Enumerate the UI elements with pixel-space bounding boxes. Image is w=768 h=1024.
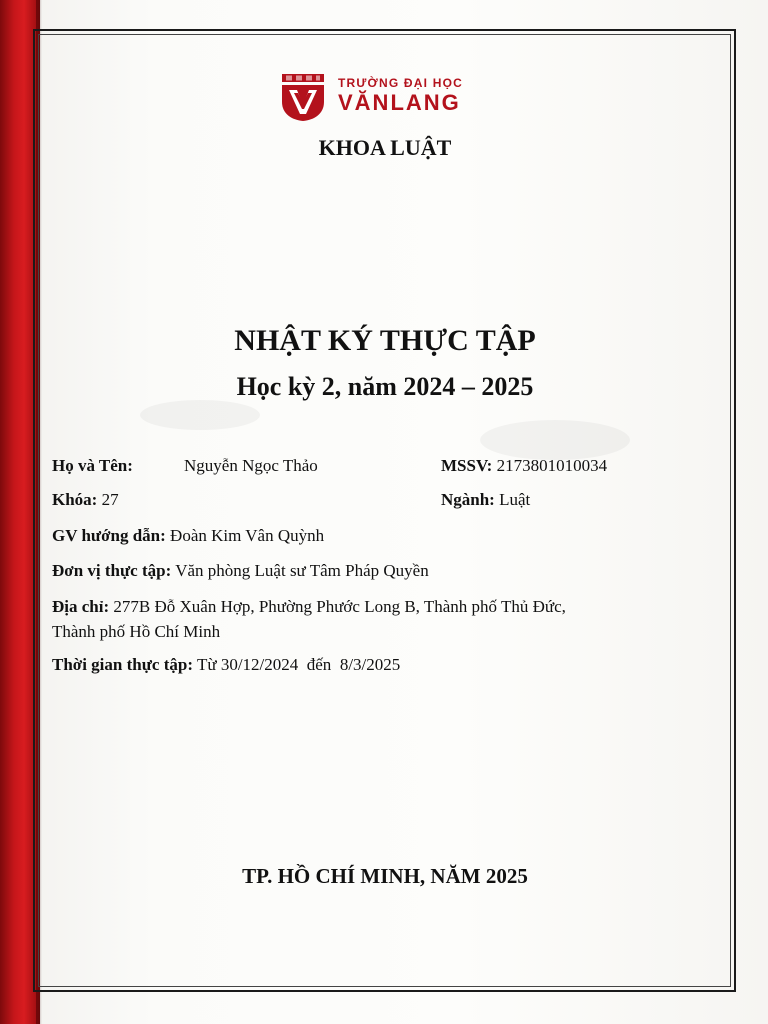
faculty-name: KHOA LUẬT xyxy=(318,135,452,160)
address-value-line2: Thành phố Hồ Chí Minh xyxy=(52,622,221,641)
student-name-label: Họ và Tên: xyxy=(52,456,133,475)
period-from-word: Từ xyxy=(196,655,217,674)
internship-period-row xyxy=(52,655,400,675)
address-row-continued xyxy=(52,622,220,642)
major-row xyxy=(441,490,530,510)
advisor-value: Đoàn Kim Vân Quỳnh xyxy=(170,526,325,545)
cohort-row xyxy=(52,490,119,510)
period-from-date: 30/12/2024 xyxy=(220,655,299,674)
internship-unit-value: Văn phòng Luật sư Tâm Pháp Quyền xyxy=(175,561,429,580)
mssv-label: MSSV: xyxy=(441,456,493,475)
inner-border-frame xyxy=(38,34,731,987)
cohort-label: Khóa: xyxy=(52,490,98,509)
student-name-value-row xyxy=(184,456,318,476)
address-value-line1: 277B Đỗ Xuân Hợp, Phường Phước Long B, Thành phố Thủ Đức, xyxy=(113,597,566,616)
advisor-label: GV hướng dẫn: xyxy=(52,526,166,545)
student-name-value: Nguyễn Ngọc Thảo xyxy=(184,456,318,475)
logo-university-label: TRƯỜNG ĐẠI HỌC xyxy=(338,76,463,90)
document-subtitle: Học kỳ 2, năm 2024 – 2025 xyxy=(236,372,534,401)
period-to-date: 8/3/2025 xyxy=(339,655,401,674)
university-logo xyxy=(280,70,490,124)
student-name-row xyxy=(52,456,133,476)
major-label: Ngành: xyxy=(441,490,495,509)
cohort-value: 27 xyxy=(101,490,119,509)
address-label: Địa chỉ: xyxy=(52,597,110,616)
address-row xyxy=(52,597,566,617)
major-value: Luật xyxy=(499,490,531,509)
period-to-word: đến xyxy=(306,655,332,674)
van-lang-emblem-icon xyxy=(280,72,326,122)
logo-university-name: VĂNLANG xyxy=(338,90,461,115)
place-and-year: TP. HỒ CHÍ MINH, NĂM 2025 xyxy=(242,864,528,888)
mssv-value: 2173801010034 xyxy=(496,456,608,475)
internship-unit-row xyxy=(52,561,429,581)
document-title: NHẬT KÝ THỰC TẬP xyxy=(234,324,536,357)
internship-period-label: Thời gian thực tập: xyxy=(52,655,193,674)
advisor-row xyxy=(52,526,324,546)
mssv-row xyxy=(441,456,607,476)
internship-unit-label: Đơn vị thực tập: xyxy=(52,561,172,580)
